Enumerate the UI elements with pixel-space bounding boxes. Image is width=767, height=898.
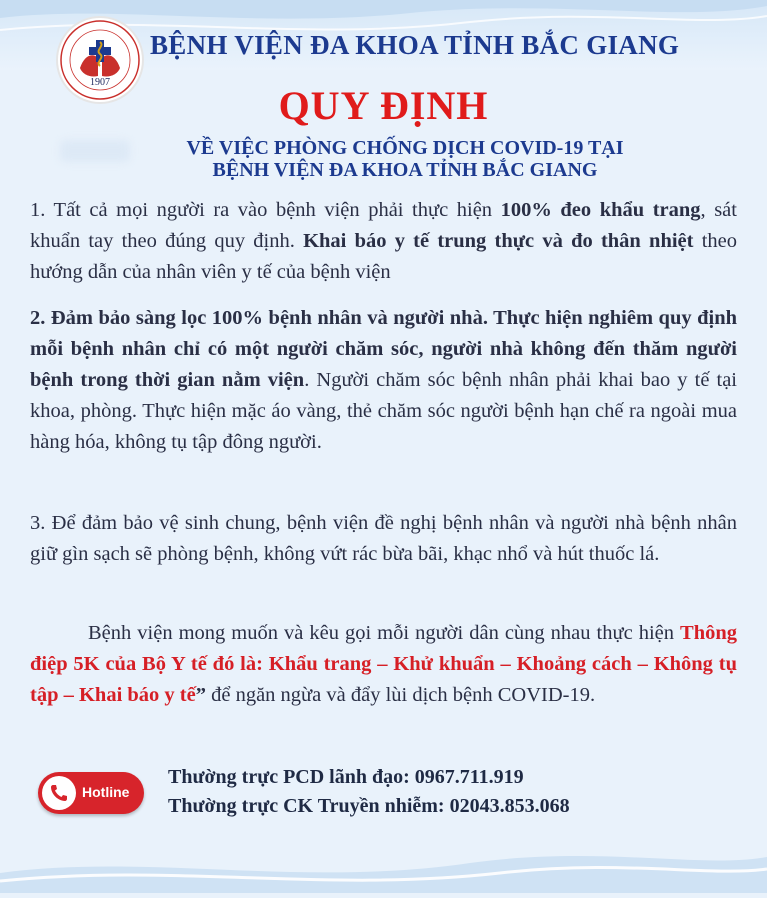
hotline-label: Hotline — [82, 784, 130, 800]
subtitle-line-2: BỆNH VIỆN ĐA KHOA TỈNH BẮC GIANG — [212, 159, 598, 181]
closing-quote: ” — [195, 684, 206, 706]
hotline-infectious-disease: Thường trực CK Truyền nhiễm: 02043.853.068 — [168, 795, 570, 817]
hospital-name: BỆNH VIỆN ĐA KHOA TỈNH BẮC GIANG — [150, 30, 680, 60]
footer-wave-decoration — [0, 833, 767, 893]
logo-year: 1907 — [90, 77, 110, 88]
hotline-badge — [38, 772, 144, 814]
rule-2 — [30, 303, 737, 458]
closing-text-d: để ngăn ngừa và đẩy lùi dịch bệnh COVID-19. — [205, 684, 596, 706]
blurred-area — [60, 140, 130, 162]
rule-1-text-a: 1. Tất cả mọi người ra vào bệnh viện phải thực hiện — [30, 199, 501, 221]
closing-text-a: Bệnh viện mong muốn và kêu gọi mỗi người dân cùng nhau thực hiện — [88, 622, 681, 644]
rule-2-text: . Người chăm sóc bệnh nhân phải khai bao y tế tại khoa, phòng. Thực hiện mặc áo vàng, thẻ chăm sóc người bệnh hạn chế ra ngoài mua hàng hóa, không tụ tập đông người. — [30, 369, 737, 453]
message-5k: Thông điệp 5K của Bộ Y tế đó là: Khẩu trang – Khử khuẩn – Khoảng cách – Không tụ tập – Khai báo y tế — [30, 622, 737, 706]
rule-1-bold-declare: Khai báo y tế trung thực và đo thân nhiệt — [303, 230, 694, 252]
rule-2-bold: 2. Đảm bảo sàng lọc 100% bệnh nhân và người nhà. Thực hiện nghiêm quy định mỗi bệnh nhân chỉ có một người chăm sóc, người nhà không đến thăm người bệnh trong thời gian nằm viện — [30, 307, 737, 391]
rule-1-text-e: theo hướng dẫn của nhân viên y tế của bệnh viện — [30, 230, 737, 283]
page-subtitle — [60, 137, 750, 181]
rule-1 — [30, 195, 737, 288]
page-title: QUY ĐỊNH — [278, 83, 489, 128]
rule-1-bold-mask: 100% đeo khẩu trang — [500, 199, 701, 221]
hotline-leadership: Thường trực PCD lãnh đạo: 0967.711.919 — [168, 766, 524, 788]
phone-icon — [49, 783, 69, 803]
rule-3: 3. Để đảm bảo vệ sinh chung, bệnh viện đề nghị bệnh nhân và người nhà bệnh nhân giữ gìn sạch sẽ phòng bệnh, không vứt rác bừa bãi, khạc nhổ và hút thuốc lá. — [30, 512, 737, 565]
subtitle-line-1: VỀ VIỆC PHÒNG CHỐNG DỊCH COVID-19 TẠI — [186, 137, 624, 159]
closing-paragraph — [30, 618, 737, 711]
phone-icon-circle — [42, 776, 76, 810]
rule-1-text-c: , sát khuẩn tay theo đúng quy định. — [30, 199, 737, 252]
